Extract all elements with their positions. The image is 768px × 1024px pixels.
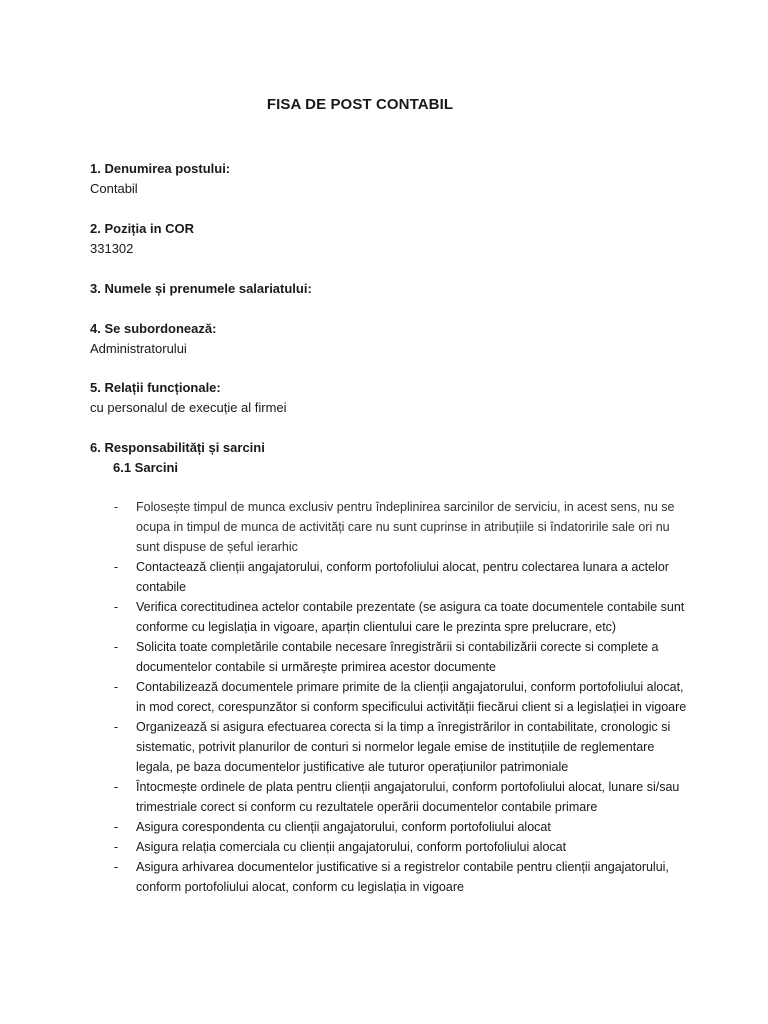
- list-item: [90, 637, 690, 677]
- bullet-dash: -: [114, 600, 119, 614]
- section-job-title: [90, 159, 690, 199]
- list-item-text: Asigura relația comerciala cu clienții angajatorului, conform portofoliului alocat: [136, 840, 567, 854]
- bullet-dash: -: [114, 780, 119, 794]
- section-heading: 4. Se subordonează:: [90, 321, 217, 336]
- section-responsibilities: [90, 438, 690, 458]
- section-heading: 2. Poziția in COR: [90, 221, 195, 236]
- list-item: [90, 677, 690, 717]
- section-value: Administratorului: [90, 341, 187, 356]
- list-item: [90, 837, 690, 857]
- section-value: 331302: [90, 241, 134, 256]
- section-heading: 6. Responsabilități și sarcini: [90, 440, 265, 455]
- bullet-dash: -: [114, 840, 119, 854]
- list-item: [90, 557, 690, 597]
- list-item-text: Verifica corectitudinea actelor contabile prezentate (se asigura ca toate documentele contabile sunt conforme cu legislația in vigoare, aparțin clientului care le prezinta spre prelucrare, etc): [136, 600, 685, 634]
- section-heading: 5. Relații funcționale:: [90, 380, 221, 395]
- list-item: [90, 597, 690, 637]
- list-item-text: Organizează si asigura efectuarea corecta si la timp a înregistrărilor in contabilitate, cronologic si sistematic, potrivit planurilor de conturi si normelor legale emise de instituțiile de reglementare legala, pe baza documentelor justificative ale tuturor operațiunilor patrimoniale: [136, 720, 671, 774]
- subsection-tasks-heading: 6.1 Sarcini: [113, 460, 179, 475]
- section-value: Contabil: [90, 181, 138, 196]
- list-item: [90, 777, 690, 817]
- bullet-dash: -: [114, 860, 119, 874]
- tasks-list: [90, 497, 690, 897]
- section-cor-code: [90, 219, 690, 259]
- bullet-dash: -: [114, 500, 119, 514]
- section-functional-relations: [90, 378, 690, 418]
- document-title: FISA DE POST CONTABIL: [266, 96, 454, 113]
- bullet-dash: -: [114, 720, 119, 734]
- section-heading: 1. Denumirea postului:: [90, 161, 231, 176]
- list-item: [90, 817, 690, 837]
- bullet-dash: -: [114, 640, 119, 654]
- bullet-dash: -: [114, 560, 119, 574]
- bullet-dash: -: [114, 820, 119, 834]
- list-item-text: Asigura arhivarea documentelor justificative si a registrelor contabile pentru clienții angajatorului, conform portofoliului alocat, conform cu legislația in vigoare: [136, 860, 669, 894]
- section-heading: 3. Numele și prenumele salariatului:: [90, 281, 312, 296]
- list-item: [90, 717, 690, 777]
- list-item: [90, 497, 690, 557]
- list-item-text: Solicita toate completările contabile necesare înregistrării si contabilizării corecte si complete a documentelor contabile si urmărește primirea acestor documente: [136, 640, 659, 674]
- list-item: [90, 857, 690, 897]
- list-item-text: Folosește timpul de munca exclusiv pentru îndeplinirea sarcinilor de serviciu, in acest sens, nu se ocupa in timpul de munca de activități care nu sunt cuprinse in atribuțiile si îndatoririle sale ori nu sunt dispuse de șeful ierarhic: [136, 500, 675, 554]
- section-employee-name: [90, 279, 690, 299]
- list-item-text: Întocmește ordinele de plata pentru clienții angajatorului, conform portofoliului alocat, lunare si/sau trimestriale corect si conform cu rezultatele operării documentelor contabile primare: [136, 780, 680, 814]
- list-item-text: Contabilizează documentele primare primite de la clienții angajatorului, conform portofoliului alocat, in mod corect, corespunzător si conform specificului activității fiecărui client si a legislației in vigoare: [136, 680, 687, 714]
- bullet-dash: -: [114, 680, 119, 694]
- list-item-text: Asigura corespondenta cu clienții angajatorului, conform portofoliului alocat: [136, 820, 551, 834]
- section-value: cu personalul de execuție al firmei: [90, 400, 287, 415]
- list-item-text: Contactează clienții angajatorului, conform portofoliului alocat, pentru colectarea lunara a actelor contabile: [136, 560, 669, 594]
- section-subordination: [90, 319, 690, 359]
